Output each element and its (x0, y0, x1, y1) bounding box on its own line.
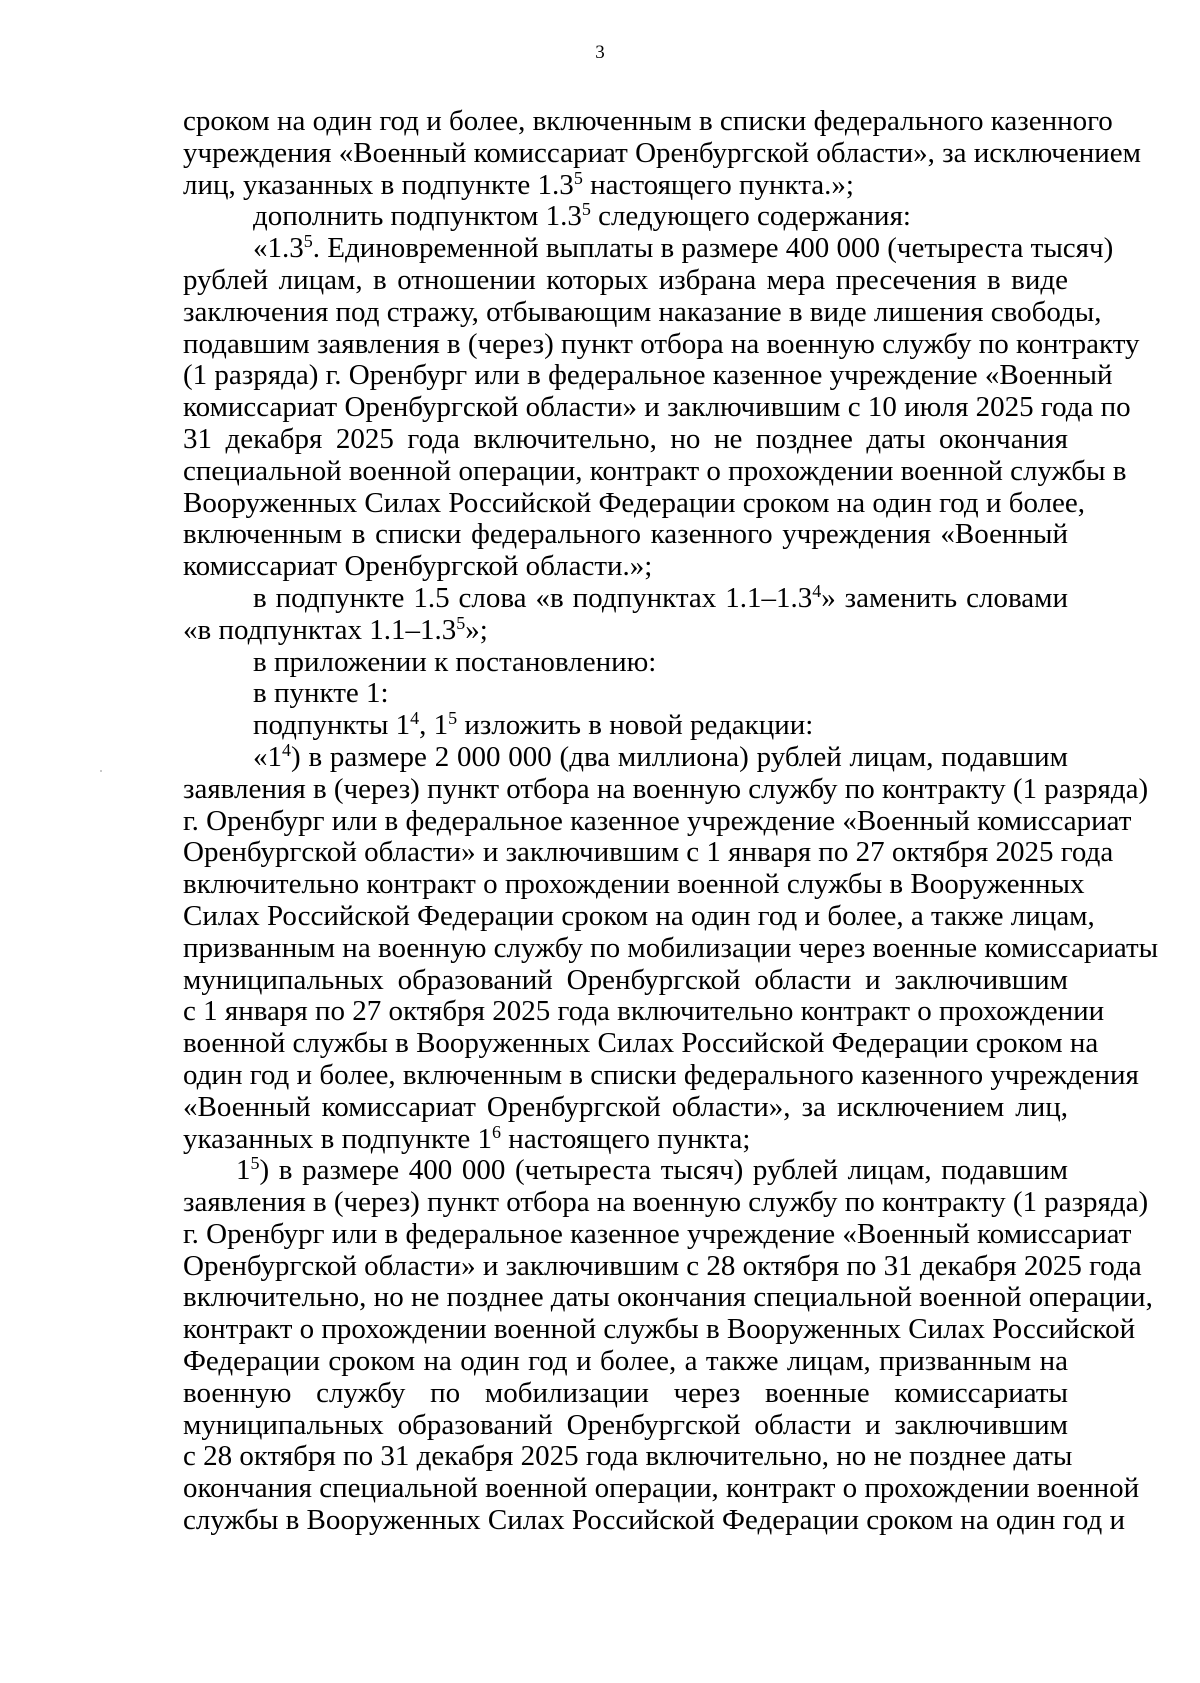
text-segment: один год и более, включенным в списки федерального казенного учреждения (183, 1058, 1139, 1091)
text-line (183, 710, 1068, 742)
superscript: 5 (250, 1153, 260, 1174)
text-segment: Оренбургской области» и заключившим с 1 января по 27 октября 2025 года (183, 836, 1114, 869)
text-segment: военной службы в Вооруженных Силах Российской Федерации сроком на (183, 1027, 1099, 1060)
text-segment: лиц, указанных в подпункте 1.3 (183, 168, 574, 201)
text-line (183, 1186, 1149, 1219)
text-line (183, 1378, 1068, 1410)
superscript: 4 (282, 739, 291, 760)
text-segment: включительно, но не позднее даты окончания специальной военной операции, (183, 1281, 1153, 1314)
text-segment: муниципальных образований Оренбургской области и заключившим (183, 1408, 1068, 1441)
text-line (183, 1313, 1136, 1346)
text-segment: Силах Российской Федерации сроком на один год и более, а также лицам, (183, 899, 1095, 932)
text-line (183, 1121, 1068, 1156)
text-segment: «Военный комиссариат Оренбургской области», за исключением лиц, (183, 1090, 1068, 1123)
text-segment: заявления в (через) пункт отбора на военную службу по контракту (1 разряда) (183, 772, 1149, 805)
text-segment: дополнить подпунктом 1.3 (253, 200, 582, 233)
text-line (183, 1155, 1068, 1187)
text-segment: 31 декабря 2025 года включительно, но не позднее даты окончания (183, 422, 1068, 455)
text-line (183, 678, 1068, 710)
text-segment: изложить в новой редакции: (457, 709, 814, 742)
text-segment: «1.3 (253, 232, 304, 265)
text-line (183, 454, 1127, 488)
text-segment: г. Оренбург или в федеральное казенное учреждение «Военный комиссариат (183, 1217, 1132, 1250)
text-segment: окончания специальной военной операции, контракт о прохождении военной (183, 1472, 1140, 1505)
text-segment: ) в размере 400 000 (четыреста тысяч) рублей лицам, подавшим (259, 1154, 1068, 1187)
text-segment: военную службу по мобилизации через военные комиссариаты (183, 1376, 1068, 1409)
text-line (183, 1027, 1099, 1060)
text-line (183, 899, 1095, 933)
text-segment: (1 разряда) г. Оренбург или в федеральное казенное учреждение «Военный (183, 359, 1113, 392)
text-line (183, 1092, 1068, 1124)
text-segment: с 28 октября по 31 декабря 2025 года включительно, но не позднее даты (183, 1440, 1073, 1473)
text-segment: учреждения «Военный комиссариат Оренбургской области», за исключением (183, 136, 1141, 169)
text-line (183, 965, 1068, 997)
superscript: 5 (303, 231, 313, 252)
page-number: 3 (595, 42, 605, 63)
text-line (183, 1217, 1132, 1251)
text-line (183, 327, 1140, 361)
text-line (183, 424, 1068, 456)
text-segment: службы в Вооруженных Силах Российской Федерации сроком на один год и (183, 1504, 1126, 1537)
text-segment: муниципальных образований Оренбургской области и заключившим (183, 963, 1068, 996)
text-segment: »; (465, 613, 488, 646)
text-line (183, 868, 1085, 901)
text-line (183, 772, 1149, 806)
text-line (183, 1058, 1139, 1092)
text-line (183, 580, 1068, 615)
scan-speck (100, 770, 102, 772)
text-line (183, 136, 1141, 170)
text-line (183, 804, 1132, 838)
text-segment: сроком на один год и более, включенным в списки федерального казенного (183, 105, 1113, 137)
text-segment: следующего содержания: (590, 200, 911, 233)
text-segment: г. Оренбург или в федеральное казенное учреждение «Военный комиссариат (183, 804, 1132, 837)
superscript: 5 (448, 708, 458, 729)
text-segment: подавшим заявления в (через) пункт отбора на военную службу по контракту (183, 327, 1140, 360)
text-segment: комиссариат Оренбургской области» и заключившим с 10 июля 2025 года по (183, 391, 1131, 424)
text-line (183, 1281, 1153, 1314)
text-segment: подпункты 1 (253, 709, 411, 742)
text-segment: «1 (253, 740, 282, 773)
text-segment: в подпункте 1.5 слова «в подпунктах 1.1–1.3 (253, 581, 813, 614)
text-line (183, 1440, 1073, 1473)
text-line (183, 391, 1131, 424)
text-segment: специальной военной операции, контракт о прохождении военной службы в (183, 454, 1127, 487)
superscript: 4 (410, 708, 420, 729)
text-segment: контракт о прохождении военной службы в Вооруженных Силах Российской (183, 1313, 1136, 1346)
text-segment: настоящего пункта.»; (582, 168, 854, 201)
superscript: 4 (812, 580, 822, 601)
text-line (183, 1472, 1140, 1505)
text-line (183, 1504, 1126, 1537)
text-segment: в приложении к постановлению: (253, 645, 657, 678)
text-line (183, 739, 1068, 774)
text-segment: комиссариат Оренбургской области.»; (183, 550, 653, 583)
text-line (183, 995, 1105, 1028)
text-segment: включительно контракт о прохождении военной службы в Вооруженных (183, 868, 1085, 901)
text-line (183, 1346, 1068, 1378)
text-segment: настоящего пункта; (501, 1122, 751, 1155)
text-line (183, 931, 1159, 965)
text-segment: ) в размере 2 000 000 (два миллиона) рублей лицам, подавшим (291, 740, 1068, 773)
superscript: 5 (581, 199, 591, 220)
text-segment: 1 (236, 1154, 251, 1187)
text-segment: заключения под стражу, отбывающим наказание в виде лишения свободы, (183, 295, 1102, 328)
document-body (183, 105, 1159, 1537)
text-segment: заявления в (через) пункт отбора на военную службу по контракту (1 разряда) (183, 1186, 1149, 1219)
text-line (183, 1249, 1142, 1283)
text-segment: » заменить словами (821, 581, 1068, 614)
text-segment: указанных в подпункте 1 (183, 1122, 493, 1155)
text-line (183, 295, 1102, 329)
text-segment: с 1 января по 27 октября 2025 года включительно контракт о прохождении (183, 995, 1105, 1028)
text-segment: Оренбургской области» и заключившим с 28 октября по 31 декабря 2025 года (183, 1249, 1142, 1282)
text-segment: , 1 (419, 709, 449, 742)
text-segment: включенным в списки федерального казенного учреждения «Военный (183, 518, 1068, 551)
text-segment: «в подпунктах 1.1–1.3 (183, 613, 457, 646)
text-line (183, 647, 1068, 679)
text-segment: Вооруженных Силах Российской Федерации сроком на один год и более, (183, 486, 1086, 519)
text-line (183, 612, 1068, 647)
text-line (183, 551, 1068, 583)
text-segment: Федерации сроком на один год и более, а также лицам, призванным на (183, 1345, 1068, 1378)
text-segment: призванным на военную службу по мобилизации через военные комиссариаты (183, 931, 1159, 964)
text-line (183, 359, 1113, 392)
text-segment: . Единовременной выплаты в размере 400 000 (четыреста тысяч) (312, 232, 1114, 265)
text-line (183, 167, 1068, 202)
text-line (183, 105, 1113, 138)
text-segment: в пункте 1: (253, 677, 389, 710)
text-line (183, 486, 1086, 520)
superscript: 5 (456, 612, 466, 633)
text-line (183, 265, 1068, 297)
text-segment: рублей лицам, в отношении которых избрана мера пресечения в виде (183, 263, 1068, 296)
text-line (183, 519, 1068, 551)
superscript: 5 (573, 167, 583, 188)
superscript: 6 (492, 1121, 502, 1142)
text-line (183, 231, 1114, 265)
text-line (183, 1410, 1068, 1442)
text-line (183, 201, 1068, 233)
text-line (183, 836, 1114, 869)
